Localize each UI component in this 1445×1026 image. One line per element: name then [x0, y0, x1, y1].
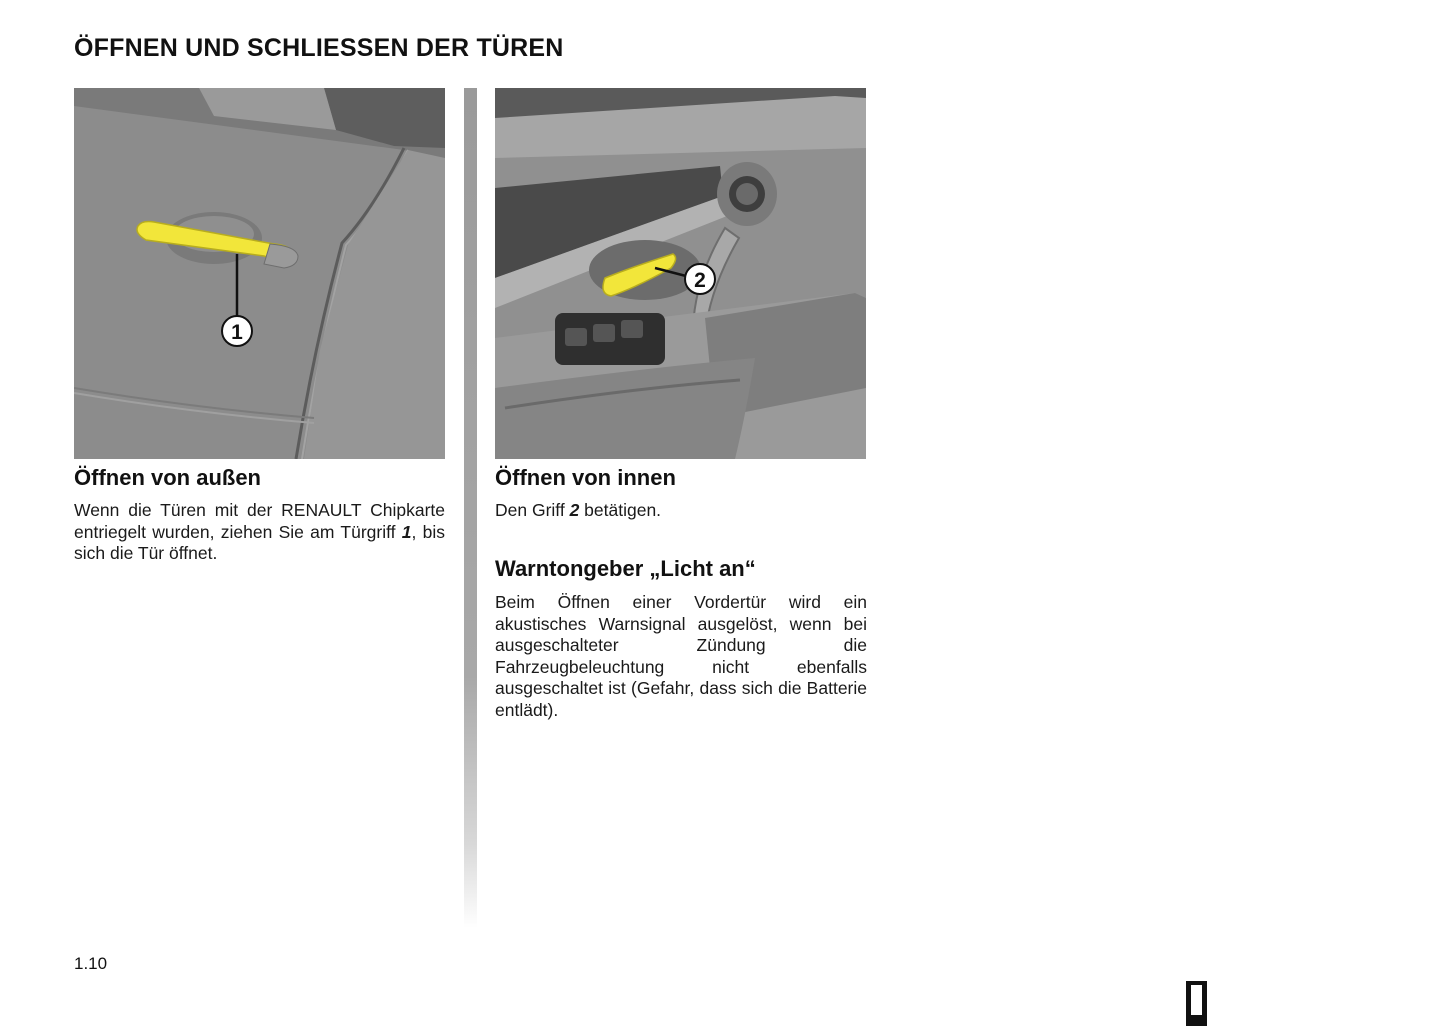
heading-lights-on-warning: Warntongeber „Licht an“: [495, 556, 756, 581]
exterior-door-handle-illustration: [74, 88, 445, 459]
page-title: ÖFFNEN UND SCHLIESSEN DER TÜREN: [74, 34, 564, 62]
paragraph-opening-outside: [74, 500, 445, 565]
paragraph-lights-on-warning: Beim Öffnen einer Vordertür wird ein akustisches Warnsignal ausgelöst, wenn bei ausgeschalteter Zündung die Fahrzeugbeleuchtung nicht ebenfalls ausgeschaltet ist (Gefahr, dass sich die Batterie entlädt).: [495, 592, 867, 720]
heading-opening-inside: Öffnen von innen: [495, 465, 676, 490]
reference-number-1: 1: [401, 521, 412, 542]
callout-2: 2: [694, 269, 706, 292]
reference-number-2: 2: [569, 500, 580, 520]
interior-door-handle-illustration: [495, 88, 866, 459]
text-segment: Wenn die Türen mit der RENAULT Chipkarte entriegelt wurden, ziehen Sie am Türgriff: [74, 500, 445, 542]
column-divider: [464, 88, 477, 928]
heading-opening-outside: Öffnen von außen: [74, 465, 261, 490]
text-segment: Den Griff: [495, 500, 570, 520]
text-segment: betätigen.: [579, 500, 662, 520]
page-edge-marker: [1186, 981, 1207, 1026]
interior-door-svg: [495, 88, 866, 459]
paragraph-opening-inside: [495, 500, 866, 522]
callout-1: 1: [231, 321, 243, 344]
page-number: 1.10: [74, 954, 108, 973]
text-segment: , bis sich die Tür öffnet.: [74, 521, 445, 563]
exterior-door-svg: [74, 88, 445, 459]
